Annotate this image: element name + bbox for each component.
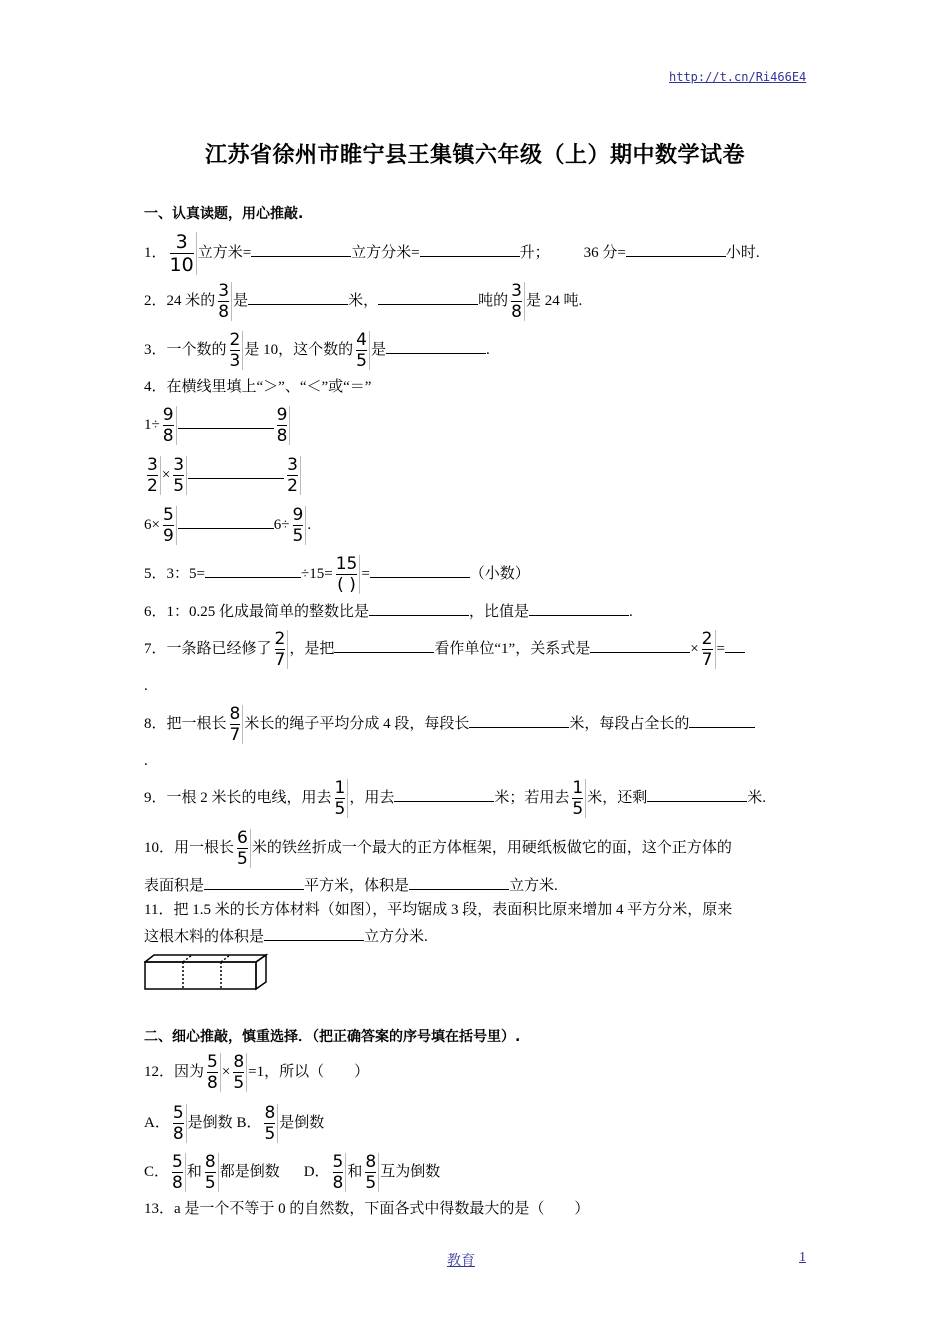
option-d[interactable]: D． $\frac{5}{8}$ 和 $\frac{8}{5}$ 互为倒数	[303, 1152, 441, 1193]
answer-blank[interactable]	[204, 875, 304, 890]
answer-blank[interactable]	[725, 638, 745, 653]
question-11: 11．把 1.5 米的长方体材料（如图），平均锯成 3 段，表面积比原来增加 4 平方分米，原来	[144, 902, 733, 918]
question-11-line-2: 这根木料的体积是 立方分米.	[144, 926, 428, 947]
fraction: $\frac{9}{5}$	[291, 506, 307, 545]
answer-blank[interactable]	[251, 242, 351, 257]
answer-blank[interactable]	[469, 713, 569, 728]
fraction: $\frac{5}{8}$	[331, 1153, 347, 1192]
fraction: $\frac{9}{8}$	[275, 406, 291, 445]
answer-blank[interactable]	[369, 601, 469, 616]
question-4-row-2: $\frac{3}{2}$ × $\frac{3}{5}$ $\frac{3}{2}$	[144, 456, 302, 495]
fraction: $\frac{8}{5}$	[231, 1053, 247, 1092]
answer-blank[interactable]	[590, 638, 690, 653]
fraction: $\frac{9}{8}$	[161, 406, 177, 445]
fraction: $\frac{8}{5}$	[203, 1153, 219, 1192]
fraction: $\frac{6}{5}$	[235, 829, 251, 868]
question-4-row-3: 6× $\frac{5}{9}$ 6÷ $\frac{9}{5}$ .	[144, 505, 312, 546]
answer-blank[interactable]	[409, 875, 509, 890]
fraction: $\frac{1}{5}$	[333, 779, 349, 818]
answer-blank[interactable]	[626, 242, 726, 257]
cuboid-side-face	[256, 955, 266, 989]
fraction: $\frac{5}{9}$	[161, 506, 177, 545]
footer-link[interactable]: 教育	[447, 1254, 475, 1269]
fraction: $\frac{3}{2}$	[145, 456, 161, 495]
answer-blank[interactable]	[420, 242, 520, 257]
question-6: 6．1：0.25 化成最简单的整数比是 ，比值是 .	[144, 601, 633, 622]
cuboid-top-face	[145, 955, 266, 962]
question-13: 13．a 是一个不等于 0 的自然数，下面各式中得数最大的是（ ）	[144, 1201, 590, 1217]
answer-blank[interactable]	[378, 290, 478, 305]
fraction: $\frac{15}{( )}$	[334, 555, 361, 594]
option-c[interactable]: C． $\frac{5}{8}$ 和 $\frac{8}{5}$ 都是倒数	[144, 1152, 280, 1193]
answer-blank[interactable]	[647, 787, 747, 802]
cuboid-front-face	[145, 962, 256, 989]
question-9: 9．一根 2 米长的电线，用去 $\frac{1}{5}$ ，用去 米；若用去 $\frac{1}{5}$ 米，还剩 米.	[144, 778, 766, 819]
fraction: $\frac{5}{8}$	[205, 1053, 221, 1092]
answer-blank[interactable]	[248, 290, 348, 305]
answer-blank[interactable]	[529, 601, 629, 616]
question-12: 12．因为 $\frac{5}{8}$ × $\frac{8}{5}$ =1，所以（ ）	[144, 1052, 370, 1093]
answer-blank[interactable]	[264, 926, 364, 941]
fraction: $\frac{3}{10}$	[168, 232, 197, 275]
fraction: $\frac{5}{8}$	[171, 1104, 187, 1143]
page-title: 江苏省徐州市睢宁县王集镇六年级（上）期中数学试卷	[204, 142, 745, 168]
question-10-line-2: 表面积是 平方米，体积是 立方米.	[144, 875, 558, 896]
section2-heading: 二、细心推敲，慎重选择．（把正确答案的序号填在括号里）.	[144, 1029, 521, 1045]
option-a[interactable]: A． $\frac{5}{8}$ 是倒数	[144, 1103, 233, 1144]
section1-heading: 一、认真读题，用心推敲.	[144, 206, 304, 222]
question-8-end: .	[144, 753, 148, 769]
fraction: $\frac{3}{2}$	[285, 456, 301, 495]
question-12-options-cd	[144, 1153, 440, 1192]
answer-blank[interactable]	[394, 787, 494, 802]
answer-blank[interactable]	[178, 514, 274, 529]
question-3: 3．一个数的 $\frac{2}{3}$ 是 10，这个数的 $\frac{4}{5}$ 是 .	[144, 330, 490, 371]
question-1: 1． $\frac{3}{10}$ 立方米= 立方分米= 升； 36 分= 小时.	[144, 231, 760, 276]
question-8: 8．把一根长 $\frac{8}{7}$ 米长的绳子平均分成 4 段，每段长 米，每段占全长的	[144, 705, 755, 744]
fraction: $\frac{2}{3}$	[228, 331, 244, 370]
answer-blank[interactable]	[334, 638, 434, 653]
fraction: $\frac{3}{8}$	[509, 282, 525, 321]
page-number: 1	[799, 1250, 806, 1265]
question-4-row-1: 1÷ $\frac{9}{8}$ $\frac{9}{8}$	[144, 406, 291, 445]
question-7: 7．一条路已经修了 $\frac{2}{7}$ ，是把 看作单位“1”，关系式是 × $\frac{2}{7}$ =	[144, 630, 745, 669]
answer-blank[interactable]	[178, 414, 274, 429]
option-b[interactable]: B． $\frac{8}{5}$ 是倒数	[236, 1103, 325, 1144]
fraction: $\frac{8}{5}$	[262, 1104, 278, 1143]
fraction: $\frac{2}{7}$	[700, 630, 716, 669]
question-2: 2．24 米的 $\frac{3}{8}$ 是 米， 吨的 $\frac{3}{8}$ 是 24 吨.	[144, 281, 583, 322]
answer-blank[interactable]	[370, 563, 470, 578]
cut-line	[221, 955, 230, 962]
answer-blank[interactable]	[386, 339, 486, 354]
question-10: 10．用一根长 $\frac{6}{5}$ 米的铁丝折成一个最大的正方体框架，用硬纸板做它的面，这个正方体的	[144, 828, 732, 869]
header-url[interactable]: http://t.cn/Ri466E4	[669, 70, 807, 84]
answer-blank[interactable]	[188, 464, 284, 479]
fraction: $\frac{2}{7}$	[273, 630, 289, 669]
cuboid-figure	[144, 952, 270, 992]
fraction: $\frac{8}{5}$	[363, 1153, 379, 1192]
question-12-options-ab	[144, 1104, 324, 1143]
answer-blank[interactable]	[689, 713, 755, 728]
fraction: $\frac{8}{7}$	[228, 705, 244, 744]
fraction: $\frac{1}{5}$	[570, 779, 586, 818]
answer-blank[interactable]	[205, 563, 301, 578]
fraction: $\frac{4}{5}$	[354, 331, 370, 370]
fraction: $\frac{3}{8}$	[216, 282, 232, 321]
question-7-end: .	[144, 678, 148, 694]
cut-line	[183, 955, 192, 962]
fraction: $\frac{5}{8}$	[170, 1153, 186, 1192]
question-5: 5．3：5= ÷15= $\frac{15}{( )}$ = （小数）	[144, 554, 530, 595]
fraction: $\frac{3}{5}$	[171, 456, 187, 495]
question-4: 4．在横线里填上“＞”、“＜”或“＝”	[144, 379, 372, 395]
